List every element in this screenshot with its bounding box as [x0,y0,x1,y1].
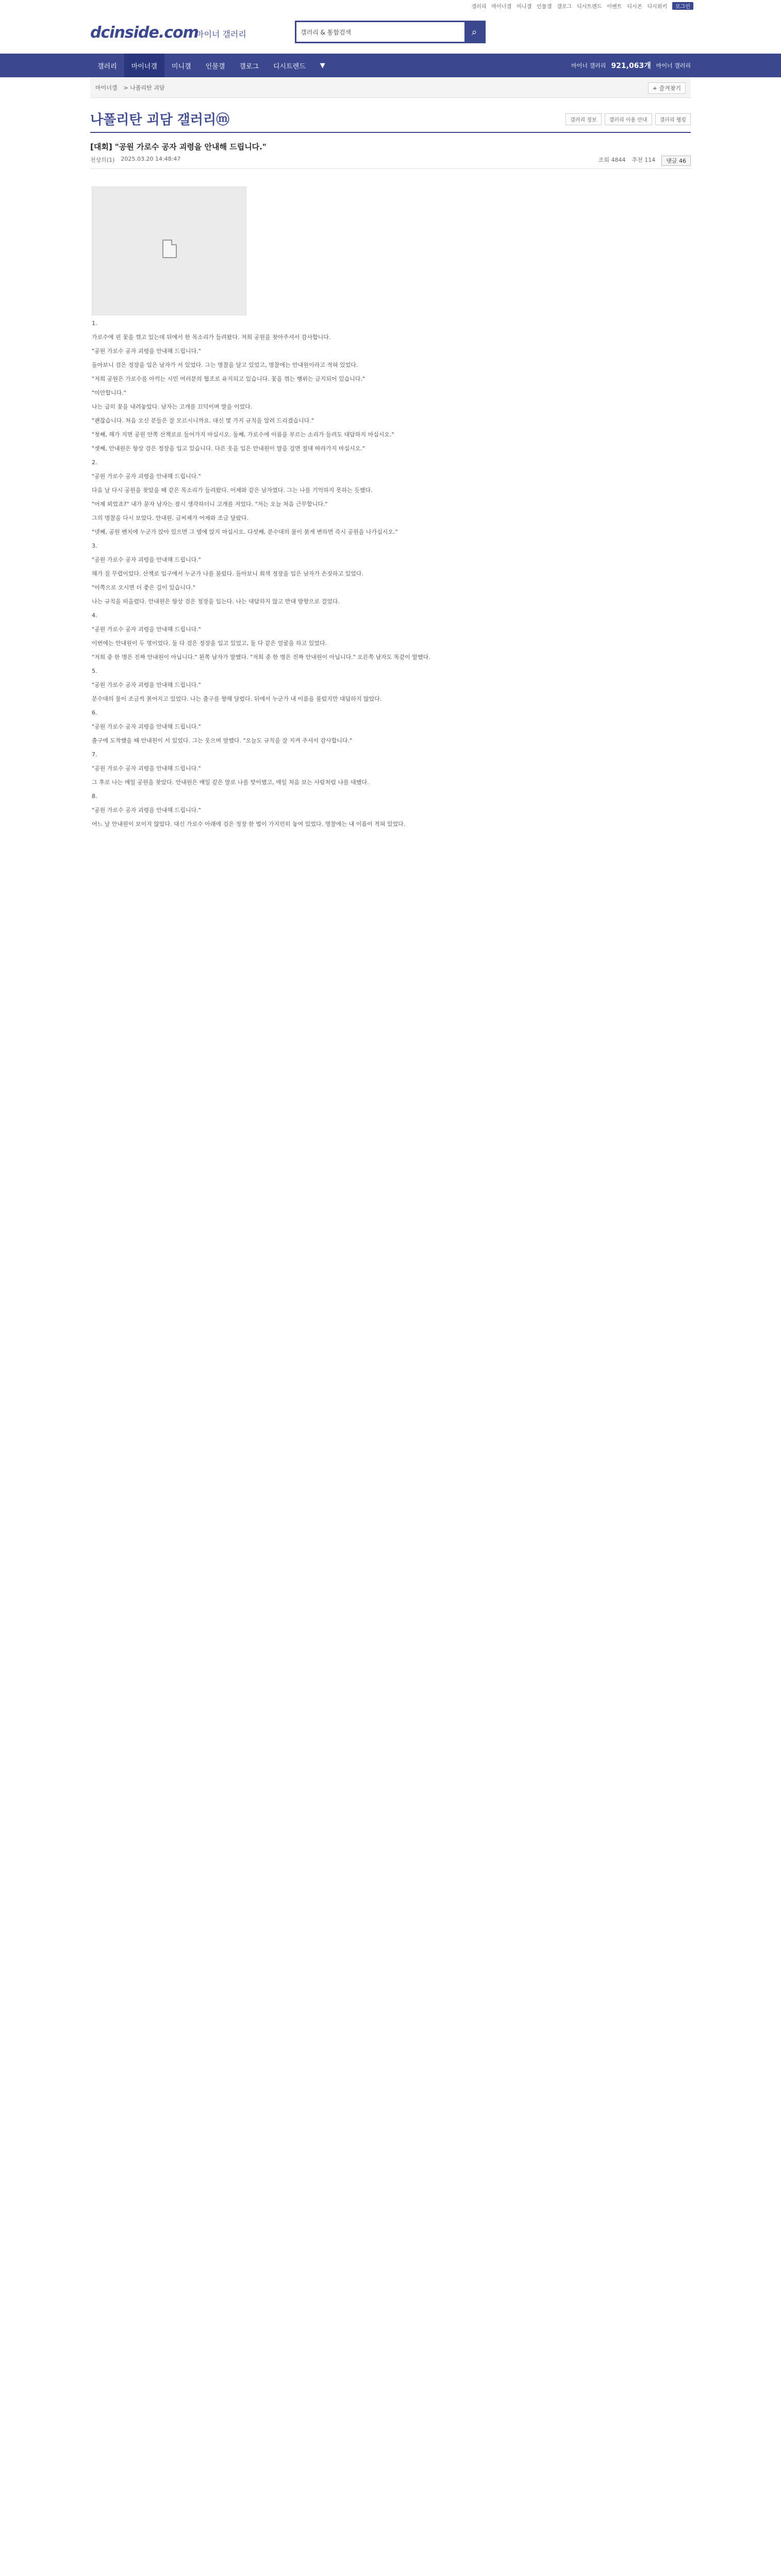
post-paragraph: 8. [92,793,97,800]
post-paragraph: "미안합니다." [92,389,126,396]
post-paragraph: 다음 날 다시 공원을 찾았을 때 같은 목소리가 들려왔다. 어제와 같은 남자였다. 그는 나를 기억하지 못하는 듯했다. [92,487,373,494]
post-paragraph: "이쪽으로 오시면 더 좋은 길이 있습니다." [92,584,196,591]
nav-item-gallery[interactable]: 갤러리 [97,62,117,71]
gallery-tool-button[interactable]: 갤러리 이용 안내 [605,113,652,125]
post-paragraph: "넷째, 공원 벤치에 누군가 앉아 있으면 그 옆에 앉지 마십시오. 다섯째, 분수대의 물이 붉게 변하면 즉시 공원을 나가십시오." [92,529,398,535]
post-paragraph: 해가 질 무렵이었다. 산책로 입구에서 누군가 나를 불렀다. 돌아보니 회색 정장을 입은 남자가 손짓하고 있었다. [92,570,363,577]
post-paragraph: 출구에 도착했을 때 안내원이 서 있었다. 그는 웃으며 말했다. "오늘도 규칙을 잘 지켜 주셔서 감사합니다." [92,737,353,744]
post-recommend: 추천 114 [632,157,656,163]
post-paragraph: 6. [92,709,97,716]
nav-item-gallog[interactable]: 갤로그 [239,62,259,71]
post-meta [90,156,180,164]
site-logo[interactable]: dcinside.com [90,24,198,42]
post-paragraph: 7. [92,751,97,758]
util-link[interactable]: 마이너갤 [491,4,512,10]
utility-bar [0,0,781,10]
util-link[interactable]: 미니갤 [517,4,532,10]
post-title: [대회] "공원 가로수 공자 괴령을 안내해 드립니다." [90,142,267,151]
post-paragraph: 이번에는 안내원이 두 명이었다. 둘 다 검은 정장을 입고 있었고, 둘 다 같은 얼굴을 하고 있었다. [92,640,327,647]
post-paragraph: "공원 가로수 공자 괴령을 안내해 드립니다." [92,556,201,563]
post-views: 조회 4844 [598,157,626,163]
post-paragraph: 어느 날 안내원이 보이지 않았다. 대신 가로수 아래에 검은 정장 한 벌이 가지런히 놓여 있었다. 명찰에는 내 이름이 적혀 있었다. [92,821,406,827]
search-box [295,21,486,43]
breadcrumb [95,83,164,92]
post-paragraph: 나는 규칙을 떠올렸다. 안내원은 항상 검은 정장을 입는다. 나는 대답하지 않고 반대 방향으로 걸었다. [92,598,340,605]
post-paragraph: "셋째, 안내원은 항상 검은 정장을 입고 있습니다. 다른 옷을 입은 안내원이 말을 걸면 절대 따라가지 마십시오." [92,445,365,452]
breadcrumb-item[interactable]: 마이너갤 [95,84,118,91]
favorite-button[interactable]: + 즐겨찾기 [648,82,686,94]
post-stats [599,156,691,166]
util-link[interactable]: 갤로그 [557,4,572,10]
post-paragraph: 5. [92,668,97,674]
post-paragraph: "괜찮습니다. 처음 오신 분들은 잘 모르시니까요. 대신 몇 가지 규칙을 알려 드리겠습니다." [92,417,314,424]
post-image[interactable] [92,187,246,315]
nav-more-icon[interactable]: ▼ [320,61,325,70]
gallery-count: 921,063개 [611,62,651,70]
util-link[interactable]: 이벤트 [607,4,622,10]
post-paragraph: "첫째, 해가 지면 공원 안쪽 산책로로 들어가지 마십시오. 둘째, 가로수에 이름을 부르는 소리가 들려도 대답하지 마십시오." [92,431,394,438]
post-header [90,138,691,169]
breadcrumb-bar [90,77,691,98]
util-link[interactable]: 디시위키 [647,4,668,10]
logo-subtitle[interactable]: 마이너 갤러리 [196,29,246,39]
header [0,12,781,54]
breadcrumb-item[interactable]: > 나폴리탄 괴담 [123,84,165,91]
post-paragraph: 1. [92,320,97,327]
nav-item-trend[interactable]: 디시트렌드 [273,62,306,71]
nav-item-minor[interactable]: 마이너갤 [124,54,164,77]
post-paragraph: "공원 가로수 공자 괴령을 안내해 드립니다." [92,348,201,354]
nav-items [90,54,333,77]
post-paragraph: 돌아보니 검은 정장을 입은 남자가 서 있었다. 그는 명찰을 달고 있었고, 명찰에는 안내원이라고 적혀 있었다. [92,362,358,368]
comments-button[interactable]: 댓글 46 [661,156,691,166]
post-paragraph: "공원 가로수 공자 괴령을 안내해 드립니다." [92,473,201,480]
post-paragraph: 4. [92,612,97,619]
gallery-tool-button[interactable]: 갤러리 정보 [566,113,601,125]
post-date: 2025.03.20 14:48:47 [121,156,181,162]
main-nav [0,54,781,77]
gallery-title-row [90,103,691,133]
post-paragraph: "공원 가로수 공자 괴령을 안내해 드립니다." [92,807,201,814]
post-paragraph: 가로수에 핀 꽃을 꺾고 있는데 뒤에서 한 목소리가 들려왔다. 저희 공원을 찾아주셔서 감사합니다. [92,334,331,341]
login-button[interactable]: 로그인 [672,2,693,10]
post-paragraph: 3. [92,543,97,549]
post-paragraph: "공원 가로수 공자 괴령을 안내해 드립니다." [92,723,201,730]
nav-right-label: 마이너 갤러리 [571,62,606,69]
search-input[interactable] [301,27,460,37]
nav-item-person[interactable]: 인물갤 [205,62,225,71]
nav-item-mini[interactable]: 미니갤 [171,62,191,71]
post-paragraph: 2. [92,459,97,466]
util-link[interactable]: 디시콘 [627,4,642,10]
post-paragraph: "공원 가로수 공자 괴령을 안내해 드립니다." [92,626,201,633]
post-paragraph: "공원 가로수 공자 괴령을 안내해 드립니다." [92,682,201,688]
search-icon: ⌕ [471,26,477,38]
post-paragraph: "저희 공원은 가로수를 아끼는 시민 여러분의 협조로 유지되고 있습니다. 꽃을 꺾는 행위는 금지되어 있습니다." [92,376,365,382]
post-paragraph: 나는 급히 꽃을 내려놓았다. 남자는 고개를 끄덕이며 말을 이었다. [92,403,253,410]
post-paragraph: "저희 중 한 명은 진짜 안내원이 아닙니다." 왼쪽 남자가 말했다. "저희 중 한 명은 진짜 안내원이 아닙니다." 오른쪽 남자도 똑같이 말했다. [92,654,430,660]
post-paragraph: "공원 가로수 공자 괴령을 안내해 드립니다." [92,765,201,772]
gallery-title[interactable]: 나폴리탄 괴담 갤러리ⓜ [90,112,230,128]
post-paragraph: 그의 명찰을 다시 보았다. 안내원. 글씨체가 어제와 조금 달랐다. [92,515,249,521]
gallery-count-suffix: 마이너 갤러리 [656,62,691,69]
utility-links [472,2,693,10]
post-paragraph: 그 후로 나는 매일 공원을 찾았다. 안내원은 매일 같은 말로 나를 맞이했고, 매일 처음 보는 사람처럼 나를 대했다. [92,779,369,786]
util-link[interactable]: 디시트렌드 [577,4,602,10]
broken-image-icon [162,240,177,258]
util-link[interactable]: 인물갤 [537,4,552,10]
post-body [92,319,685,834]
post-paragraph: 분수대의 물이 조금씩 붉어지고 있었다. 나는 출구를 향해 달렸다. 뒤에서 누군가 내 이름을 불렀지만 대답하지 않았다. [92,696,382,702]
gallery-tools [566,113,691,125]
gallery-tool-button[interactable]: 갤러리 랭킹 [655,113,691,125]
post-author[interactable]: 천상의(1) [90,157,115,163]
post-paragraph: "어제 뵈었죠?" 내가 묻자 남자는 잠시 생각하더니 고개를 저었다. "저는 오늘 처음 근무합니다." [92,501,328,507]
search-button[interactable] [464,22,484,42]
util-link[interactable]: 갤러리 [471,4,487,10]
nav-gallery-count [571,54,691,77]
